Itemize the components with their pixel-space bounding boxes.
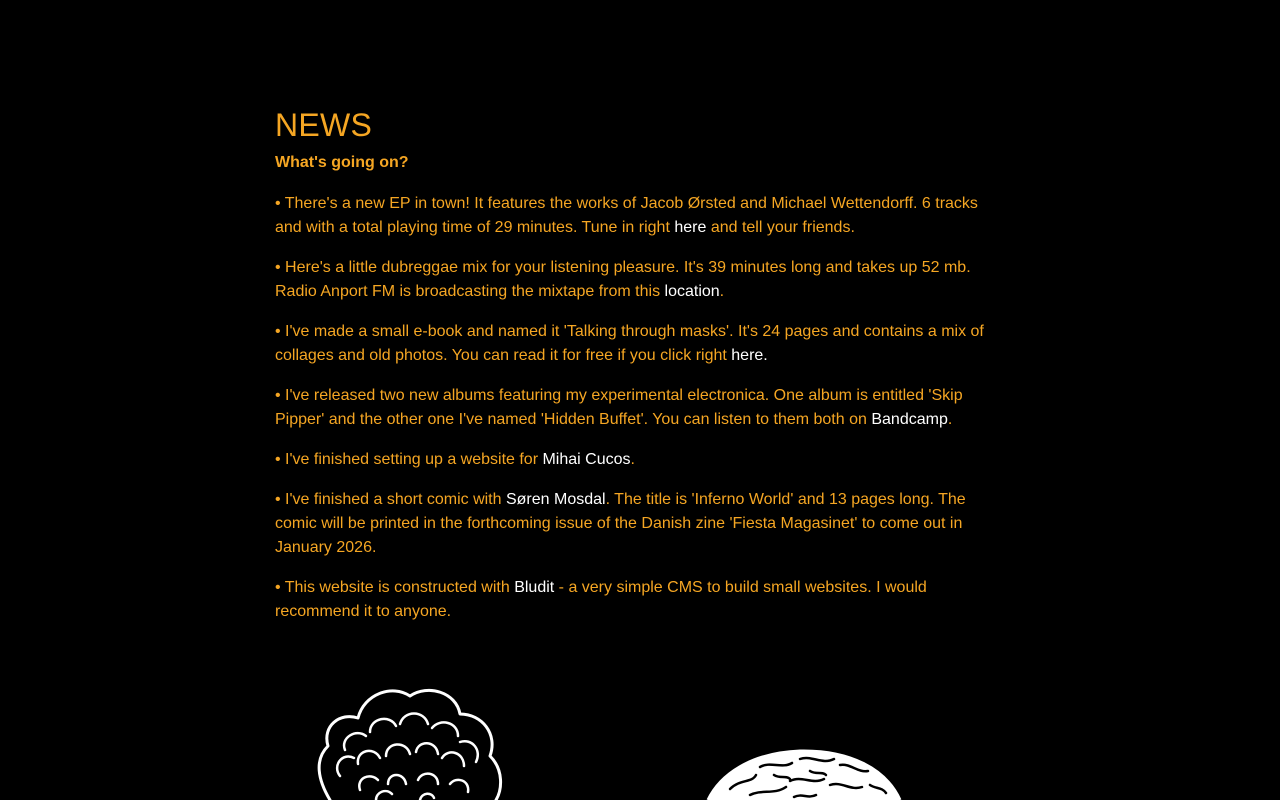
ebook-here-link[interactable]: here. — [731, 347, 768, 364]
news-text: • I've made a small e-book and named it 'Talking through masks'. It's 24 pages and contains a mix of collages and old photos. You can read it for free if you click right — [275, 323, 984, 364]
news-section — [275, 103, 990, 640]
news-text: • I've released two new albums featuring my experimental electronica. One album is entitled 'Skip Pipper' and the other one I've named 'Hidden Buffet'. You can listen to them both on — [275, 387, 963, 428]
news-list — [275, 192, 990, 624]
news-item-albums — [275, 384, 990, 432]
brain-icon — [690, 745, 920, 800]
news-text: - a very simple CMS to build small websites. I would recommend it to anyone. — [275, 579, 927, 620]
news-item-comic — [275, 488, 990, 560]
brain-illustration — [690, 745, 920, 800]
news-text: . — [719, 283, 725, 300]
bludit-link[interactable]: Bludit — [514, 579, 555, 596]
news-text: • Here's a little dubreggae mix for your listening pleasure. It's 39 minutes long and takes up 52 mb. Radio Anport FM is broadcasting the mixtape from this — [275, 259, 971, 300]
mihai-cucos-link[interactable]: Mihai Cucos — [542, 451, 631, 468]
cloud-head-illustration — [300, 680, 520, 800]
soren-mosdal-link[interactable]: Søren Mosdal — [505, 491, 606, 508]
page-title: NEWS — [275, 107, 373, 143]
news-item-website — [275, 448, 990, 472]
news-text: and tell your friends. — [706, 219, 855, 236]
news-text: • I've finished setting up a website for — [275, 451, 543, 468]
news-item-ep — [275, 192, 990, 240]
mixtape-location-link[interactable]: location — [664, 283, 720, 300]
cloud-head-icon — [300, 680, 520, 800]
news-text: • There's a new EP in town! It features the works of Jacob Ørsted and Michael Wettendorff. 6 tracks and with a total playing time of 29 minutes. Tune in right — [275, 195, 978, 236]
page-subtitle: What's going on? — [275, 154, 409, 171]
news-text: . — [947, 411, 953, 428]
news-item-ebook — [275, 320, 990, 368]
news-text: . The title is 'Inferno World' and 13 pages long. The comic will be printed in the forthcoming issue of the Danish zine 'Fiesta Magasinet' to come out in January 2026. — [275, 491, 966, 556]
ep-here-link[interactable]: here — [674, 219, 707, 236]
news-text: • This website is constructed with — [275, 579, 515, 596]
news-text: • I've finished a short comic with — [275, 491, 506, 508]
bandcamp-link[interactable]: Bandcamp — [871, 411, 948, 428]
news-text: . — [630, 451, 635, 468]
news-item-dubreggae-mix — [275, 256, 990, 304]
news-item-cms — [275, 576, 990, 624]
